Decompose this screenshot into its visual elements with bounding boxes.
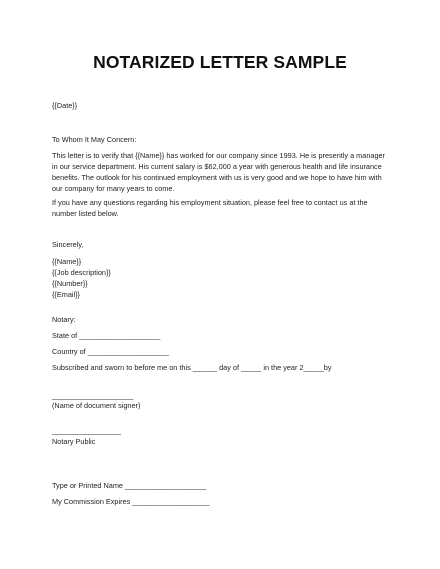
signature-job: {{Job description}} xyxy=(52,268,111,277)
closing: Sincerely, xyxy=(52,240,84,249)
paragraph-line: our company for many years to come. xyxy=(52,184,175,193)
document-title: NOTARIZED LETTER SAMPLE xyxy=(93,52,347,72)
signature-email: {{Email}} xyxy=(52,290,80,299)
notary-signature-line: _________________ xyxy=(52,426,121,435)
paragraph-line: in our service department. His current salary is $62,000 a year with generous health and life insurance xyxy=(52,162,382,171)
paragraph-line: This letter is to verify that {{Name}} has worked for our company since 1993. He is presently a manager xyxy=(52,151,385,160)
signer-signature-line: ____________________ xyxy=(52,391,134,400)
body-paragraph-1 xyxy=(52,150,392,194)
signer-label: (Name of document signer) xyxy=(52,401,141,410)
date-placeholder: {{Date}} xyxy=(52,101,78,110)
sworn-statement: Subscribed and sworn to before me on this ______ day of _____ in the year 2_____by xyxy=(52,363,332,372)
country-field: Country of ____________________ xyxy=(52,347,169,356)
signature-number: {{Number}} xyxy=(52,279,88,288)
notary-public-label: Notary Public xyxy=(52,437,96,446)
printed-name-field: Type or Printed Name ____________________ xyxy=(52,481,207,490)
signature-name: {{Name}} xyxy=(52,257,82,266)
salutation: To Whom It May Concern: xyxy=(52,135,137,144)
body-paragraph-2 xyxy=(52,197,392,219)
paragraph-line: If you have any questions regarding his employment situation, please feel free to contact us at the xyxy=(52,198,368,207)
paragraph-line: benefits. The outlook for his continued employment with us is very good and we hope to have him with xyxy=(52,173,382,182)
paragraph-line: number listed below. xyxy=(52,209,119,218)
notary-heading: Notary: xyxy=(52,315,76,324)
state-field: State of ____________________ xyxy=(52,331,161,340)
commission-expires-field: My Commission Expires ___________________ xyxy=(52,497,210,506)
